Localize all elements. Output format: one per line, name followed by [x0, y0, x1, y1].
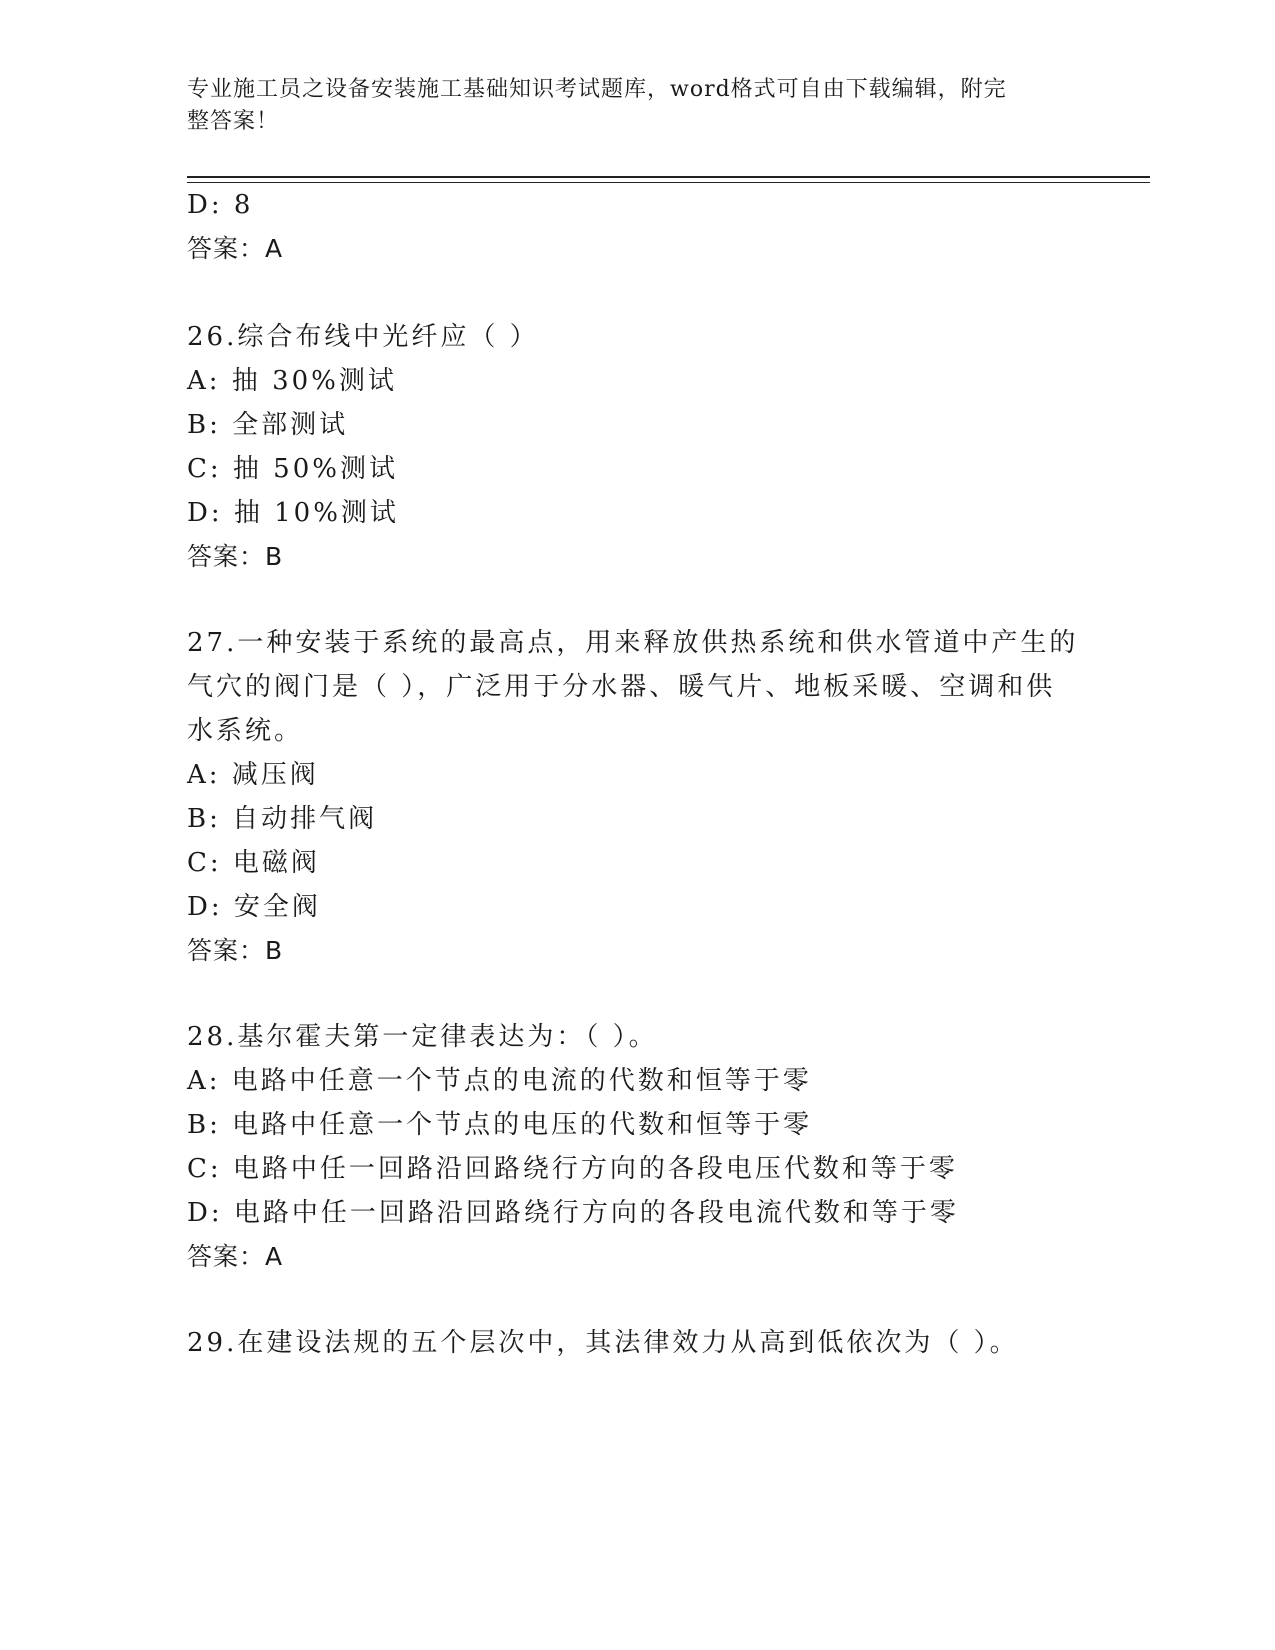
q27-stem-line-3: 水系统。 [187, 716, 304, 746]
q29-stem: 29.在建设法规的五个层次中，其法律效力从高到低依次为（ ）。 [187, 1328, 1019, 1358]
q26-option-d: D: 抽 10%测试 [187, 498, 399, 528]
q28-option-b: B: 电路中任意一个节点的电压的代数和恒等于零 [187, 1110, 813, 1140]
prev-answer: 答案：A [187, 234, 284, 263]
header-rule-thin [187, 182, 1150, 183]
q28-option-a: A: 电路中任意一个节点的电流的代数和恒等于零 [187, 1066, 812, 1096]
q26-option-c: C: 抽 50%测试 [187, 454, 398, 484]
q28-stem: 28.基尔霍夫第一定律表达为：（ ）。 [187, 1022, 658, 1052]
q28-answer: 答案：A [187, 1242, 284, 1271]
q27-stem-line-1: 27.一种安装于系统的最高点，用来释放供热系统和供水管道中产生的 [187, 628, 1079, 658]
q26-stem: 26.综合布线中光纤应（ ） [187, 322, 539, 352]
q26-option-b: B: 全部测试 [187, 410, 349, 440]
header-line-2: 整答案！ [187, 109, 280, 134]
header-rule-thick [187, 176, 1150, 178]
prev-option-d: D: 8 [187, 190, 254, 220]
header-line-1: 专业施工员之设备安装施工基础知识考试题库，word格式可自由下载编辑，附完 [187, 77, 1007, 102]
q27-option-b: B: 自动排气阀 [187, 804, 378, 834]
q26-option-a: A: 抽 30%测试 [187, 366, 397, 396]
q27-option-d: D: 安全阀 [187, 892, 321, 922]
q28-option-d: D: 电路中任一回路沿回路绕行方向的各段电流代数和等于零 [187, 1198, 959, 1228]
q27-stem-line-2: 气穴的阀门是（ ），广泛用于分水器、暖气片、地板采暖、空调和供 [187, 672, 1056, 702]
q26-answer: 答案：B [187, 542, 284, 571]
document-header [187, 74, 1067, 138]
q28-option-c: C: 电路中任一回路沿回路绕行方向的各段电压代数和等于零 [187, 1154, 958, 1184]
q27-answer: 答案：B [187, 936, 284, 965]
q27-option-a: A: 减压阀 [187, 760, 319, 790]
q27-option-c: C: 电磁阀 [187, 848, 320, 878]
